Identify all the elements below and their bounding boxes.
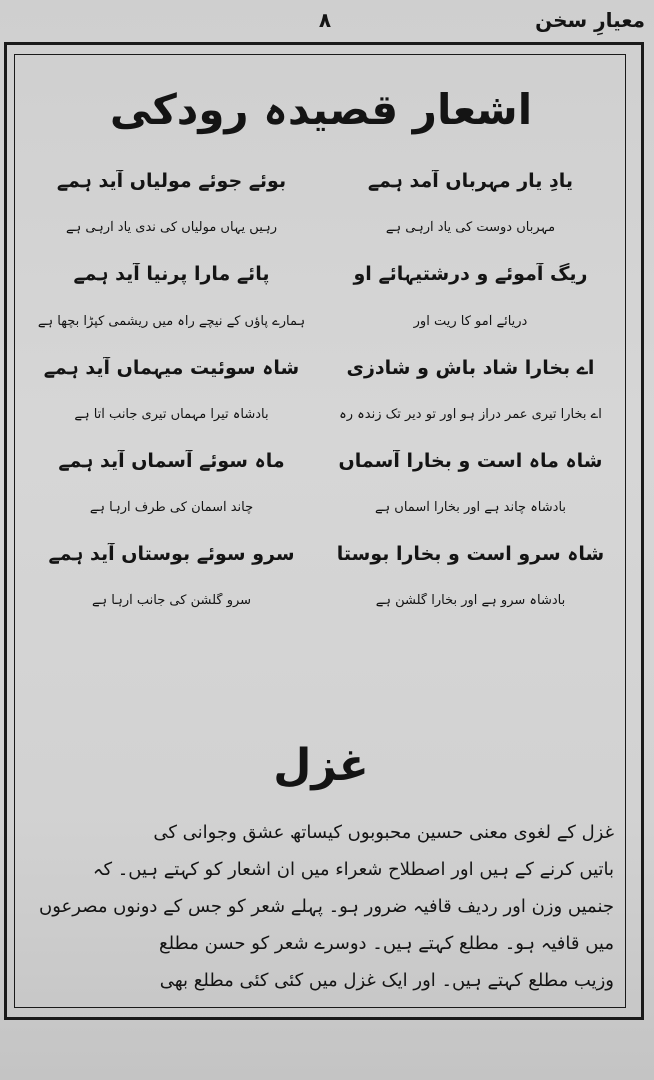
prose-line: جنمیں وزن اور ردیف قافیہ ضرور ہو۔ پہلے شعر کو جس کے دونوں مصرعوں <box>39 896 614 917</box>
translation-second-half: چاند آسمان کی طرف آرہا ہے <box>89 499 254 515</box>
prose-line: باتیں کرنے کے ہیں اور اصطلاح شعراء میں ان اشعار کو کہتے ہیں۔ کہ <box>92 859 614 880</box>
magazine-name: معیارِ سخن <box>535 8 645 32</box>
translation-first-half: دریائے آمو کا ریت اور <box>413 313 528 329</box>
prose-line: میں قافیہ ہو۔ مطلع کہتے ہیں۔ دوسرے شعر کو حسن مطلع <box>159 933 614 954</box>
verse-second-half: بوئے جوئے مولیاں آید ہمے <box>56 170 287 193</box>
couplet-row <box>22 344 620 391</box>
translation-first-half: بادشاہ چاند ہے اور بخارا آسماں ہے <box>374 499 567 515</box>
translation-first-half: مہرباں دوست کی یاد آرہی ہے <box>385 220 556 236</box>
ghazal-prose <box>22 814 620 999</box>
verse-second-half: پائے مارا پرنیا آید ہمے <box>73 263 270 286</box>
verse-first-half: شاہ سرو است و بخارا بوستا <box>336 543 605 566</box>
translation-second-half: سرو گلشن کی جانب آرہا ہے <box>91 593 252 609</box>
translation-first-half: بادشاہ سرو ہے اور بخارا گلشن ہے <box>375 593 566 609</box>
section-title-ghazal: غزل <box>273 740 369 791</box>
section-title-qasida: اشعار قصیدہ رودکی <box>109 85 533 134</box>
prose-line: غزل کے لغوی معنی حسین محبوبوں کیساتھ عشق وجوانی کی <box>153 822 614 843</box>
couplet-row <box>22 251 620 298</box>
translation-row <box>22 205 620 252</box>
translation-second-half: بادشاہ تیرا مہماں تیری جانب آتا ہے <box>74 406 269 422</box>
translation-first-half: اے بخارا تیری عمر دراز ہو اور تو دیر تک زندہ رہ <box>339 406 602 422</box>
page-number: ۸ <box>318 8 332 32</box>
translation-second-half: رہیں یہاں مولیاں کی ندی یاد آرہی ہے <box>65 220 278 236</box>
translation-row <box>22 577 620 624</box>
verse-second-half: سرو سوئے بوستاں آید ہمے <box>48 543 295 566</box>
translation-second-half: ہمارے پاؤں کے نیچے راہ میں ریشمی کپڑا بچھا ہے <box>37 313 306 329</box>
verse-first-half: شاہ ماہ است و بخارا آسماں <box>338 449 603 472</box>
page-content <box>22 62 620 1002</box>
couplet-row <box>22 438 620 485</box>
verse-first-half: ریگ آموئے و درشتیہائے او <box>353 263 588 286</box>
verse-first-half: اے بخارا شاد باش و شادزی <box>346 356 595 379</box>
translation-row <box>22 484 620 531</box>
couplet-row <box>22 158 620 205</box>
verse-second-half: ماہ سوئے آسماں آید ہمے <box>58 449 285 472</box>
verse-second-half: شاہ سوئیت میہماں آید ہمے <box>43 356 300 379</box>
verse-first-half: یادِ یار مہرباں آمد ہمے <box>367 170 574 193</box>
prose-line: وزیب مطلع کہتے ہیں۔ اور ایک غزل میں کئی کئی مطلع بھی <box>159 970 614 991</box>
couplet-table <box>22 158 620 718</box>
translation-row <box>22 298 620 345</box>
translation-row <box>22 391 620 438</box>
couplet-row <box>22 531 620 578</box>
